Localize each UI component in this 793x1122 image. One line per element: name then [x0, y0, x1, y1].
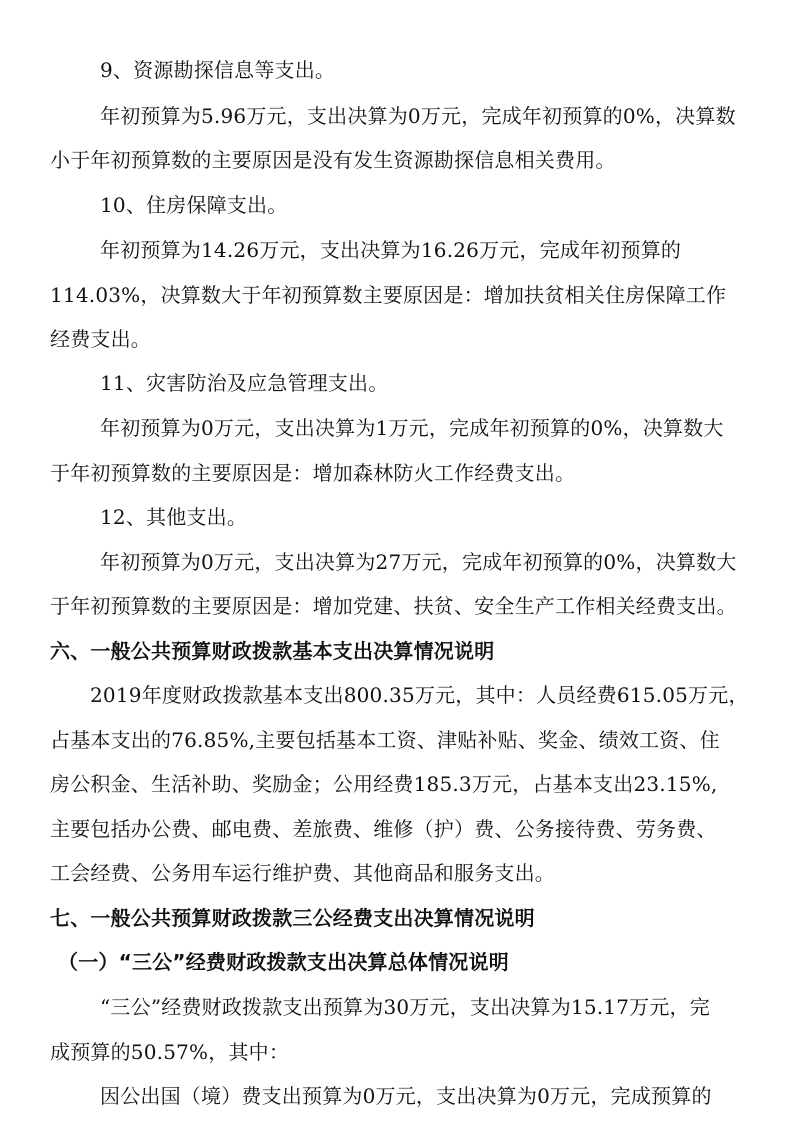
item-9-heading: 9、资源勘探信息等支出。 — [100, 58, 336, 82]
section-7-subheading-1: （一）“三公”经费财政拨款支出决算总体情况说明 — [58, 950, 509, 974]
item-12-heading: 12、其他支出。 — [100, 505, 248, 529]
section-6-text-line-1: 2019年度财政拨款基本支出800.35万元，其中：人员经费615.05万元， — [90, 683, 749, 707]
item-12-text-line-2: 于年初预算数的主要原因是：增加党建、扶贫、安全生产工作相关经费支出。 — [50, 594, 737, 618]
item-11-text-line-1: 年初预算为0万元，支出决算为1万元，完成年初预算的0%，决算数大 — [100, 416, 724, 440]
item-9-text-line-2: 小于年初预算数的主要原因是没有发生资源勘探信息相关费用。 — [50, 148, 616, 172]
item-11-text-line-2: 于年初预算数的主要原因是：增加森林防火工作经费支出。 — [50, 461, 576, 485]
item-10-text-line-3: 经费支出。 — [50, 327, 151, 351]
item-10-text-line-1: 年初预算为14.26万元，支出决算为16.26万元，完成年初预算的 — [100, 238, 682, 262]
section-7-text-line-3: 因公出国（境）费支出预算为0万元，支出决算为0万元，完成预算的 — [100, 1084, 712, 1108]
section-6-text-line-2: 占基本支出的76.85%,主要包括基本工资、津贴补贴、奖金、绩效工资、住 — [50, 728, 720, 752]
section-6-text-line-3: 房公积金、生活补助、奖励金；公用经费185.3万元，占基本支出23.15%, — [50, 772, 718, 796]
section-7-text-line-1: “三公”经费财政拨款支出预算为30万元，支出决算为15.17万元，完 — [100, 995, 710, 1019]
section-7-heading: 七、一般公共预算财政拨款三公经费支出决算情况说明 — [50, 906, 535, 930]
item-11-heading: 11、灾害防治及应急管理支出。 — [100, 371, 389, 395]
item-9-text-line-1: 年初预算为5.96万元，支出决算为0万元，完成年初预算的0%，决算数 — [100, 104, 736, 128]
item-12-text-line-1: 年初预算为0万元，支出决算为27万元，完成年初预算的0%，决算数大 — [100, 550, 737, 574]
section-6-text-line-4: 主要包括办公费、邮电费、差旅费、维修（护）费、公务接待费、劳务费、 — [50, 817, 717, 841]
section-6-heading: 六、一般公共预算财政拨款基本支出决算情况说明 — [50, 639, 495, 663]
item-10-text-line-2: 114.03%，决算数大于年初预算数主要原因是：增加扶贫相关住房保障工作 — [50, 283, 727, 307]
item-10-heading: 10、住房保障支出。 — [100, 193, 288, 217]
section-7-text-line-2: 成预算的50.57%，其中： — [50, 1040, 290, 1064]
section-6-text-line-5: 工会经费、公务用车运行维护费、其他商品和服务支出。 — [50, 861, 555, 885]
